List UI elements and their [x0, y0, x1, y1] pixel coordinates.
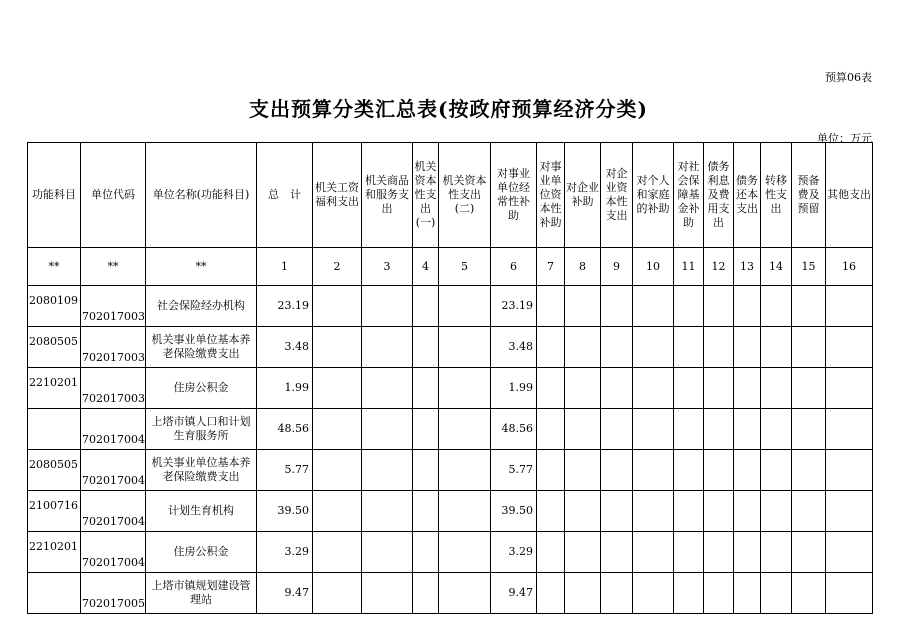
- value-cell: [537, 368, 565, 409]
- index-cell: 1: [257, 248, 313, 286]
- value-cell: [734, 532, 761, 573]
- value-cell: [674, 491, 704, 532]
- value-cell: [674, 409, 704, 450]
- value-cell: [601, 368, 633, 409]
- value-cell: [362, 573, 413, 614]
- header-cell: 其他支出: [826, 143, 873, 248]
- header-cell: 单位代码: [81, 143, 146, 248]
- table-row: [28, 409, 873, 450]
- function-code-cell: 2080109: [28, 286, 81, 327]
- value-cell: [633, 532, 674, 573]
- header-cell: 对个人和家庭的补助: [633, 143, 674, 248]
- index-cell: **: [81, 248, 146, 286]
- unit-code-cell: 702017004: [81, 491, 146, 532]
- value-cell: [734, 409, 761, 450]
- value-cell: [734, 327, 761, 368]
- function-code-cell: 2080505: [28, 327, 81, 368]
- header-cell: 机关资本性支出(一): [413, 143, 439, 248]
- unit-code-cell: 702017003: [81, 368, 146, 409]
- header-cell: 对事业单位经常性补助: [491, 143, 537, 248]
- unit-name-cell: 社会保险经办机构: [146, 286, 257, 327]
- value-cell: [565, 532, 601, 573]
- value-cell: [601, 450, 633, 491]
- unit-code-cell: 702017005: [81, 573, 146, 614]
- value-cell: [537, 409, 565, 450]
- header-cell: 债务还本支出: [734, 143, 761, 248]
- unit-name-cell: 住房公积金: [146, 368, 257, 409]
- value-cell: [362, 327, 413, 368]
- value-cell: [761, 573, 792, 614]
- value-cell: 3.29: [491, 532, 537, 573]
- unit-code-cell: 702017003: [81, 286, 146, 327]
- header-cell: 功能科目: [28, 143, 81, 248]
- value-cell: [601, 491, 633, 532]
- budget-table: [27, 142, 873, 614]
- value-cell: [313, 409, 362, 450]
- value-cell: [413, 409, 439, 450]
- header-cell: 对企业资本性支出: [601, 143, 633, 248]
- value-cell: [734, 573, 761, 614]
- index-cell: 16: [826, 248, 873, 286]
- value-cell: 5.77: [491, 450, 537, 491]
- unit-name-cell: 上塔市镇人口和计划生育服务所: [146, 409, 257, 450]
- unit-name-cell: 机关事业单位基本养老保险缴费支出: [146, 327, 257, 368]
- value-cell: [761, 450, 792, 491]
- value-cell: [704, 409, 734, 450]
- index-cell: 3: [362, 248, 413, 286]
- index-cell: 4: [413, 248, 439, 286]
- value-cell: [601, 409, 633, 450]
- header-cell: 对事业单位资本性补助: [537, 143, 565, 248]
- value-cell: [537, 491, 565, 532]
- value-cell: [633, 573, 674, 614]
- value-cell: [439, 573, 491, 614]
- header-cell: 总 计: [257, 143, 313, 248]
- value-cell: [734, 286, 761, 327]
- value-cell: [413, 450, 439, 491]
- value-cell: [826, 532, 873, 573]
- unit-name-cell: 计划生育机构: [146, 491, 257, 532]
- value-cell: [362, 450, 413, 491]
- value-cell: [674, 286, 704, 327]
- unit-name-cell: 上塔市镇规划建设管理站: [146, 573, 257, 614]
- page-title: 支出预算分类汇总表(按政府预算经济分类): [249, 97, 648, 121]
- value-cell: [565, 327, 601, 368]
- value-cell: [792, 409, 826, 450]
- table-row: [28, 573, 873, 614]
- value-cell: [792, 327, 826, 368]
- header-cell: 机关商品和服务支出: [362, 143, 413, 248]
- value-cell: [601, 532, 633, 573]
- value-cell: 39.50: [491, 491, 537, 532]
- unit-code-cell: 702017004: [81, 532, 146, 573]
- unit-name-cell: 机关事业单位基本养老保险缴费支出: [146, 450, 257, 491]
- header-row: [28, 143, 873, 248]
- header-cell: 债务利息及费用支出: [704, 143, 734, 248]
- value-cell: 1.99: [491, 368, 537, 409]
- function-code-cell: 2080505: [28, 450, 81, 491]
- unit-code-cell: 702017004: [81, 450, 146, 491]
- value-cell: [565, 286, 601, 327]
- header-cell: 机关工资福利支出: [313, 143, 362, 248]
- value-cell: [439, 327, 491, 368]
- value-cell: [704, 286, 734, 327]
- value-cell: [734, 450, 761, 491]
- total-cell: 3.29: [257, 532, 313, 573]
- value-cell: [761, 409, 792, 450]
- value-cell: [313, 532, 362, 573]
- function-code-cell: 2210201: [28, 368, 81, 409]
- value-cell: [761, 286, 792, 327]
- value-cell: [565, 409, 601, 450]
- value-cell: [792, 450, 826, 491]
- value-cell: [601, 573, 633, 614]
- value-cell: [313, 327, 362, 368]
- header-cell: 转移性支出: [761, 143, 792, 248]
- value-cell: 23.19: [491, 286, 537, 327]
- header-cell: 机关资本性支出(二): [439, 143, 491, 248]
- index-cell: 7: [537, 248, 565, 286]
- total-cell: 23.19: [257, 286, 313, 327]
- value-cell: [313, 286, 362, 327]
- value-cell: [601, 327, 633, 368]
- value-cell: [826, 491, 873, 532]
- index-cell: 10: [633, 248, 674, 286]
- value-cell: [313, 368, 362, 409]
- index-cell: 14: [761, 248, 792, 286]
- value-cell: [674, 327, 704, 368]
- value-cell: [313, 491, 362, 532]
- total-cell: 39.50: [257, 491, 313, 532]
- value-cell: [413, 491, 439, 532]
- value-cell: [362, 286, 413, 327]
- value-cell: [704, 327, 734, 368]
- value-cell: 48.56: [491, 409, 537, 450]
- value-cell: 3.48: [491, 327, 537, 368]
- total-cell: 3.48: [257, 327, 313, 368]
- index-cell: 5: [439, 248, 491, 286]
- index-cell: 9: [601, 248, 633, 286]
- total-cell: 5.77: [257, 450, 313, 491]
- value-cell: [537, 286, 565, 327]
- value-cell: [633, 491, 674, 532]
- value-cell: [826, 409, 873, 450]
- value-cell: [601, 286, 633, 327]
- value-cell: [734, 368, 761, 409]
- value-cell: [633, 409, 674, 450]
- index-row: [28, 248, 873, 286]
- value-cell: [826, 368, 873, 409]
- value-cell: [413, 286, 439, 327]
- value-cell: [362, 409, 413, 450]
- value-cell: [413, 368, 439, 409]
- value-cell: [413, 327, 439, 368]
- value-cell: [826, 327, 873, 368]
- value-cell: [565, 573, 601, 614]
- total-cell: 9.47: [257, 573, 313, 614]
- value-cell: [313, 573, 362, 614]
- table-row: [28, 286, 873, 327]
- value-cell: [734, 491, 761, 532]
- function-code-cell: 2210201: [28, 532, 81, 573]
- value-cell: [633, 286, 674, 327]
- value-cell: [439, 532, 491, 573]
- value-cell: [537, 532, 565, 573]
- value-cell: [792, 368, 826, 409]
- index-cell: 6: [491, 248, 537, 286]
- value-cell: [674, 450, 704, 491]
- unit-code-cell: 702017003: [81, 327, 146, 368]
- index-cell: **: [146, 248, 257, 286]
- value-cell: [704, 532, 734, 573]
- index-cell: 15: [792, 248, 826, 286]
- function-code-cell: [28, 573, 81, 614]
- unit-label: 单位：万元: [817, 132, 872, 145]
- value-cell: [313, 450, 362, 491]
- value-cell: [826, 450, 873, 491]
- value-cell: [362, 491, 413, 532]
- value-cell: [362, 368, 413, 409]
- unit-name-cell: 住房公积金: [146, 532, 257, 573]
- value-cell: [704, 491, 734, 532]
- total-cell: 1.99: [257, 368, 313, 409]
- table-row: [28, 327, 873, 368]
- value-cell: [792, 573, 826, 614]
- value-cell: [761, 327, 792, 368]
- header-cell: 对社会保障基金补助: [674, 143, 704, 248]
- total-cell: 48.56: [257, 409, 313, 450]
- value-cell: [537, 327, 565, 368]
- value-cell: [537, 450, 565, 491]
- value-cell: [439, 491, 491, 532]
- table-row: [28, 368, 873, 409]
- value-cell: [792, 532, 826, 573]
- value-cell: [674, 532, 704, 573]
- value-cell: [761, 491, 792, 532]
- value-cell: [537, 573, 565, 614]
- value-cell: [674, 573, 704, 614]
- value-cell: [792, 286, 826, 327]
- value-cell: [826, 286, 873, 327]
- index-cell: 13: [734, 248, 761, 286]
- value-cell: [633, 368, 674, 409]
- form-code: 预算06表: [825, 71, 872, 84]
- header-cell: 预备费及预留: [792, 143, 826, 248]
- value-cell: [413, 532, 439, 573]
- index-cell: 11: [674, 248, 704, 286]
- value-cell: [362, 532, 413, 573]
- index-cell: 12: [704, 248, 734, 286]
- value-cell: [761, 532, 792, 573]
- value-cell: 9.47: [491, 573, 537, 614]
- unit-code-cell: 702017004: [81, 409, 146, 450]
- value-cell: [704, 368, 734, 409]
- value-cell: [565, 450, 601, 491]
- value-cell: [565, 491, 601, 532]
- value-cell: [439, 368, 491, 409]
- table-row: [28, 450, 873, 491]
- table-row: [28, 491, 873, 532]
- value-cell: [792, 491, 826, 532]
- function-code-cell: 2100716: [28, 491, 81, 532]
- value-cell: [704, 450, 734, 491]
- value-cell: [565, 368, 601, 409]
- header-cell: 单位名称(功能科目): [146, 143, 257, 248]
- header-cell: 对企业补助: [565, 143, 601, 248]
- value-cell: [439, 286, 491, 327]
- value-cell: [439, 450, 491, 491]
- value-cell: [439, 409, 491, 450]
- value-cell: [633, 450, 674, 491]
- index-cell: 8: [565, 248, 601, 286]
- index-cell: 2: [313, 248, 362, 286]
- value-cell: [633, 327, 674, 368]
- table-row: [28, 532, 873, 573]
- value-cell: [413, 573, 439, 614]
- value-cell: [761, 368, 792, 409]
- value-cell: [704, 573, 734, 614]
- value-cell: [826, 573, 873, 614]
- value-cell: [674, 368, 704, 409]
- index-cell: **: [28, 248, 81, 286]
- function-code-cell: [28, 409, 81, 450]
